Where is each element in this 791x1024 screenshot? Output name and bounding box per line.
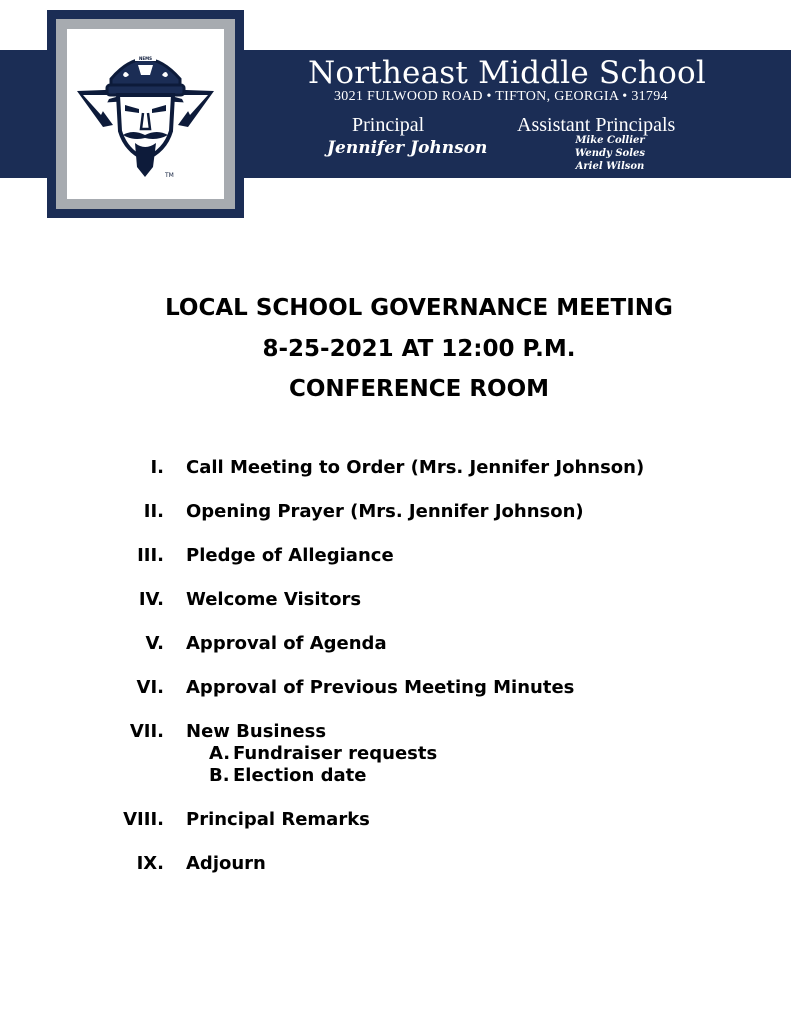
agenda-number: VII.: [129, 721, 164, 742]
agenda-text: Approval of Agenda: [186, 633, 387, 654]
agenda-item: [0, 545, 791, 569]
agenda-number: II.: [143, 501, 164, 522]
meeting-title: LOCAL SCHOOL GOVERNANCE MEETING: [165, 295, 673, 321]
meeting-location: CONFERENCE ROOM: [288, 376, 550, 402]
agenda-number: VIII.: [123, 809, 164, 830]
agenda-sub-letter: B.: [209, 765, 230, 786]
assistant-principal-name: Ariel Wilson: [575, 161, 645, 172]
principal-name: Jennifer Johnson: [327, 138, 488, 158]
agenda-text: New Business: [186, 721, 327, 742]
helmet-text: NEMS: [139, 56, 152, 61]
principal-title: Principal: [352, 114, 425, 136]
agenda-text: Welcome Visitors: [186, 589, 362, 610]
agenda-sub-text: Election date: [233, 765, 367, 786]
mascot-logo-icon: [73, 39, 218, 189]
agenda-item: [0, 677, 791, 701]
agenda-item: [0, 589, 791, 613]
agenda-item: [0, 633, 791, 657]
meeting-datetime: 8-25-2021 AT 12:00 P.M.: [262, 336, 576, 362]
assistant-principal-name: Mike Collier: [575, 135, 645, 146]
agenda-text: Opening Prayer (Mrs. Jennifer Johnson): [186, 501, 584, 522]
agenda-number: V.: [145, 633, 164, 654]
agenda-number: VI.: [136, 677, 164, 698]
agenda-sub-item: [0, 743, 791, 765]
school-name: Northeast Middle School: [308, 55, 706, 91]
agenda-number: III.: [137, 545, 164, 566]
agenda-text: Principal Remarks: [186, 809, 370, 830]
agenda-item: [0, 809, 791, 833]
agenda-number: I.: [150, 457, 164, 478]
agenda-sub-letter: A.: [209, 743, 231, 764]
agenda-text: Approval of Previous Meeting Minutes: [186, 677, 575, 698]
agenda-item: [0, 853, 791, 877]
agenda-item: [0, 501, 791, 525]
agenda-number: IV.: [138, 589, 164, 610]
school-address: 3021 FULWOOD ROAD • TIFTON, GEORGIA • 31794: [334, 89, 668, 104]
agenda-item: [0, 457, 791, 481]
assistant-principal-name: Wendy Soles: [574, 148, 645, 159]
agenda-sub-item: [0, 765, 791, 787]
agenda-item: [0, 721, 791, 745]
trademark-symbol: TM: [165, 172, 174, 179]
agenda-number: IX.: [136, 853, 164, 874]
assistant-principals-title: Assistant Principals: [517, 114, 676, 136]
assistant-principals-list: [540, 134, 680, 173]
logo-frame: [47, 10, 244, 218]
agenda-text: Adjourn: [186, 853, 266, 874]
agenda-text: Call Meeting to Order (Mrs. Jennifer Johnson): [186, 457, 645, 478]
agenda-text: Pledge of Allegiance: [186, 545, 394, 566]
agenda-sub-text: Fundraiser requests: [233, 743, 438, 764]
